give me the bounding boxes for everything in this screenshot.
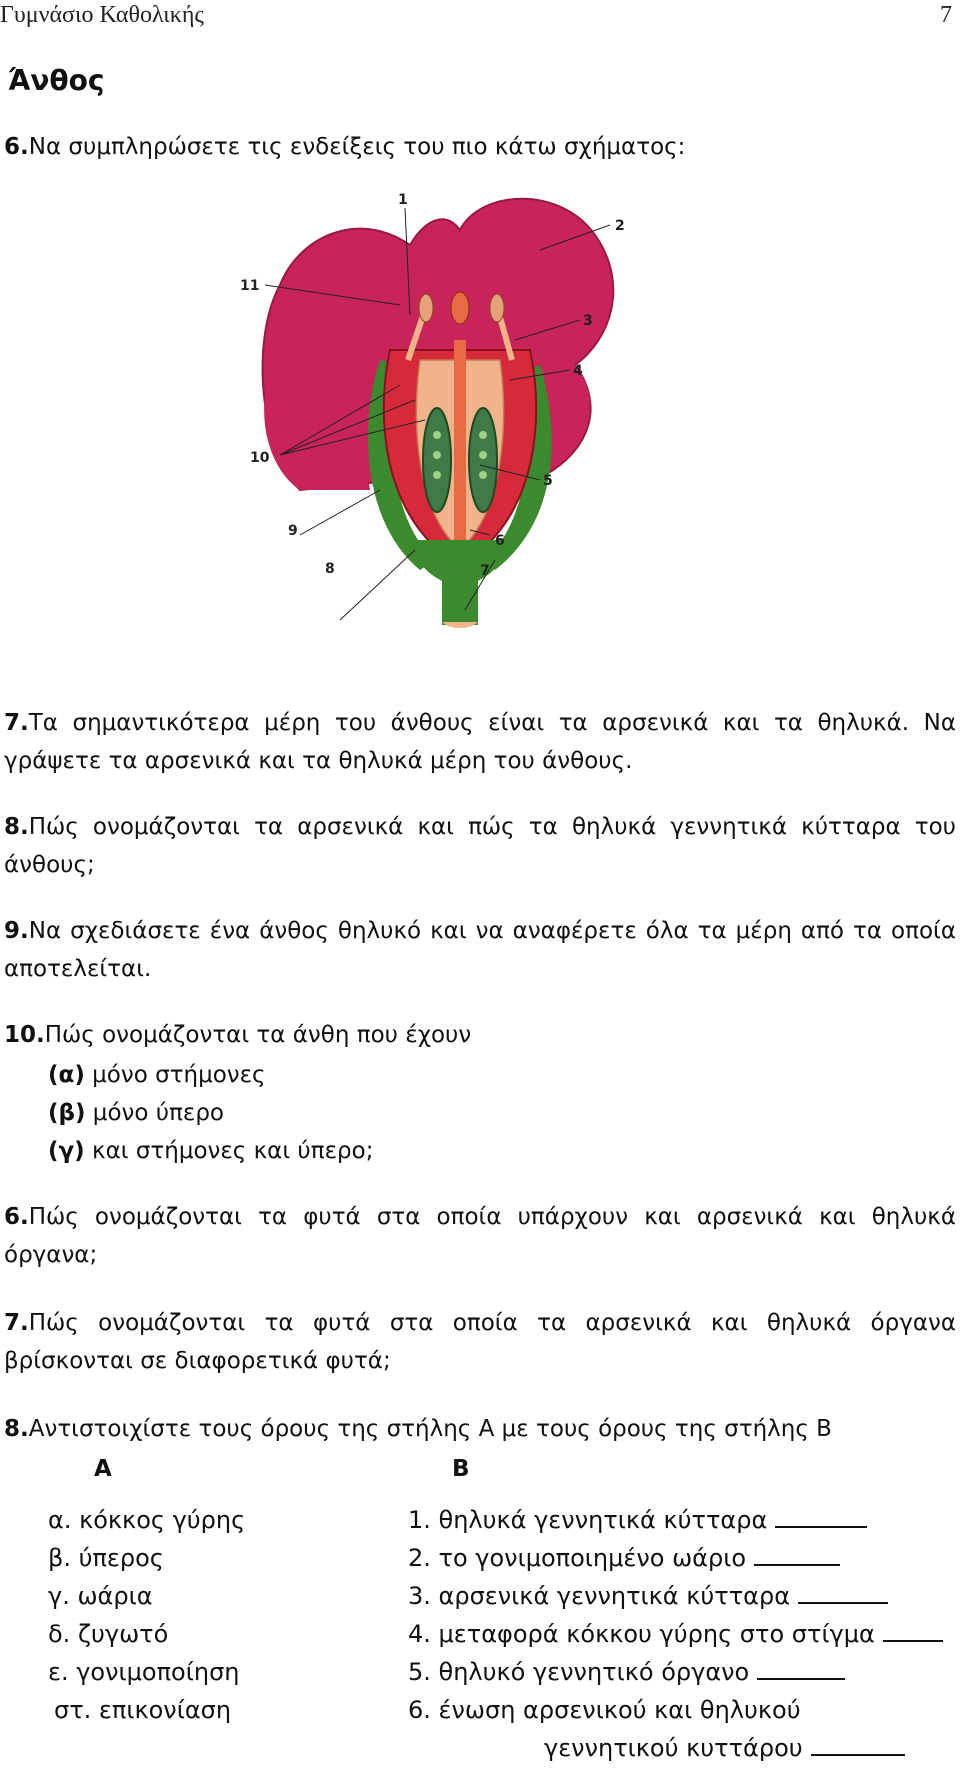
stalk: [442, 580, 478, 625]
question-text: Πώς ονομάζονται τα άνθη που έχουν: [44, 1022, 472, 1048]
question-text: Πώς ονομάζονται τα αρσενικά και πώς τα θηλυκά γεννητικά κύτταρα του άνθους;: [4, 814, 956, 878]
match-left-4: δ. ζυγωτό: [48, 1620, 169, 1648]
question-text: Τα σημαντικότερα μέρη του άνθους είναι τα αρσενικά και τα θηλυκά. Να γράψετε τα αρσενικά και τα θηλυκά μέρη του άνθους.: [4, 710, 956, 774]
question-6: [4, 128, 956, 166]
question-text: Πώς ονομάζονται τα φυτά στα οποία υπάρχουν και αρσενικά και θηλυκά όργανα;: [4, 1204, 956, 1268]
question-number: 8.: [4, 814, 29, 840]
page-number: 7: [940, 2, 952, 28]
column-b-header: Β: [452, 1456, 470, 1482]
ovary-right: [469, 408, 497, 512]
question-text: Να συμπληρώσετε τις ενδείξεις του πιο κάτω σχήματος:: [28, 134, 686, 160]
label-11: 11: [240, 278, 260, 294]
question-10: [4, 1016, 956, 1054]
question-number: 7.: [4, 710, 29, 736]
match-left-1: α. κόκκος γύρης: [48, 1506, 246, 1534]
answer-blank[interactable]: [754, 1544, 840, 1566]
question-number: 7.: [4, 1310, 29, 1336]
match-right-6: 6. ένωση αρσενικού και θηλυκού: [408, 1696, 801, 1724]
style: [454, 340, 466, 540]
flower-diagram: [240, 190, 680, 660]
question-8b: [4, 1410, 956, 1448]
answer-blank[interactable]: [775, 1506, 867, 1528]
label-6: 6: [495, 533, 505, 549]
label-3: 3: [583, 313, 593, 329]
match-right-5: 5. θηλυκό γεννητικό όργανο: [408, 1658, 845, 1686]
option-c: (γ) και στήμονες και ύπερο;: [48, 1138, 374, 1164]
question-number: 10.: [4, 1022, 45, 1048]
question-text: Πώς ονομάζονται τα φυτά στα οποία τα αρσενικά και θηλυκά όργανα βρίσκονται σε διαφορετικά φυτά;: [4, 1310, 956, 1374]
label-9: 9: [288, 523, 298, 539]
answer-blank[interactable]: [798, 1582, 888, 1604]
label-8: 8: [325, 561, 335, 577]
question-number: 6.: [4, 134, 29, 160]
option-b: (β) μόνο ύπερο: [48, 1100, 225, 1126]
column-a-header: Α: [94, 1456, 112, 1482]
match-left-3: γ. ωάρια: [48, 1582, 153, 1610]
question-6b: [4, 1198, 956, 1274]
question-7: [4, 704, 956, 780]
question-number: 6.: [4, 1204, 29, 1230]
question-number: 8.: [4, 1416, 29, 1442]
question-number: 9.: [4, 918, 29, 944]
label-10: 10: [250, 450, 270, 466]
match-left-2: β. ύπερος: [48, 1544, 164, 1572]
header-school: Γυμνάσιο Καθολικής: [0, 2, 204, 28]
label-2: 2: [615, 218, 625, 234]
answer-blank[interactable]: [883, 1620, 943, 1642]
question-7b: [4, 1304, 956, 1380]
question-text: Να σχεδιάσετε ένα άνθος θηλυκό και να αναφέρετε όλα τα μέρη από τα οποία αποτελείται.: [4, 918, 956, 982]
page-title: Άνθος: [8, 64, 105, 97]
answer-blank[interactable]: [811, 1734, 905, 1756]
label-4: 4: [573, 363, 583, 379]
ovary-left: [423, 408, 451, 512]
match-right-4: 4. μεταφορά κόκκου γύρης στο στίγμα: [408, 1620, 943, 1648]
label-7: 7: [480, 563, 490, 579]
question-8: [4, 808, 956, 884]
question-9: [4, 912, 956, 988]
answer-blank[interactable]: [757, 1658, 845, 1680]
stigma: [451, 292, 469, 324]
label-5: 5: [543, 473, 553, 489]
match-left-6: στ. επικονίαση: [54, 1696, 232, 1724]
match-left-5: ε. γονιμοποίηση: [48, 1658, 240, 1686]
match-right-6-continued: γεννητικού κυττάρου: [544, 1734, 905, 1762]
match-right-3: 3. αρσενικά γεννητικά κύτταρα: [408, 1582, 888, 1610]
match-right-2: 2. το γονιμοποιημένο ωάριο: [408, 1544, 840, 1572]
match-right-1: 1. θηλυκά γεννητικά κύτταρα: [408, 1506, 867, 1534]
label-1: 1: [398, 192, 408, 208]
option-a: (α) μόνο στήμονες: [48, 1062, 266, 1088]
question-text: Αντιστοιχίστε τους όρους της στήλης Α με τους όρους της στήλης Β: [28, 1416, 832, 1442]
